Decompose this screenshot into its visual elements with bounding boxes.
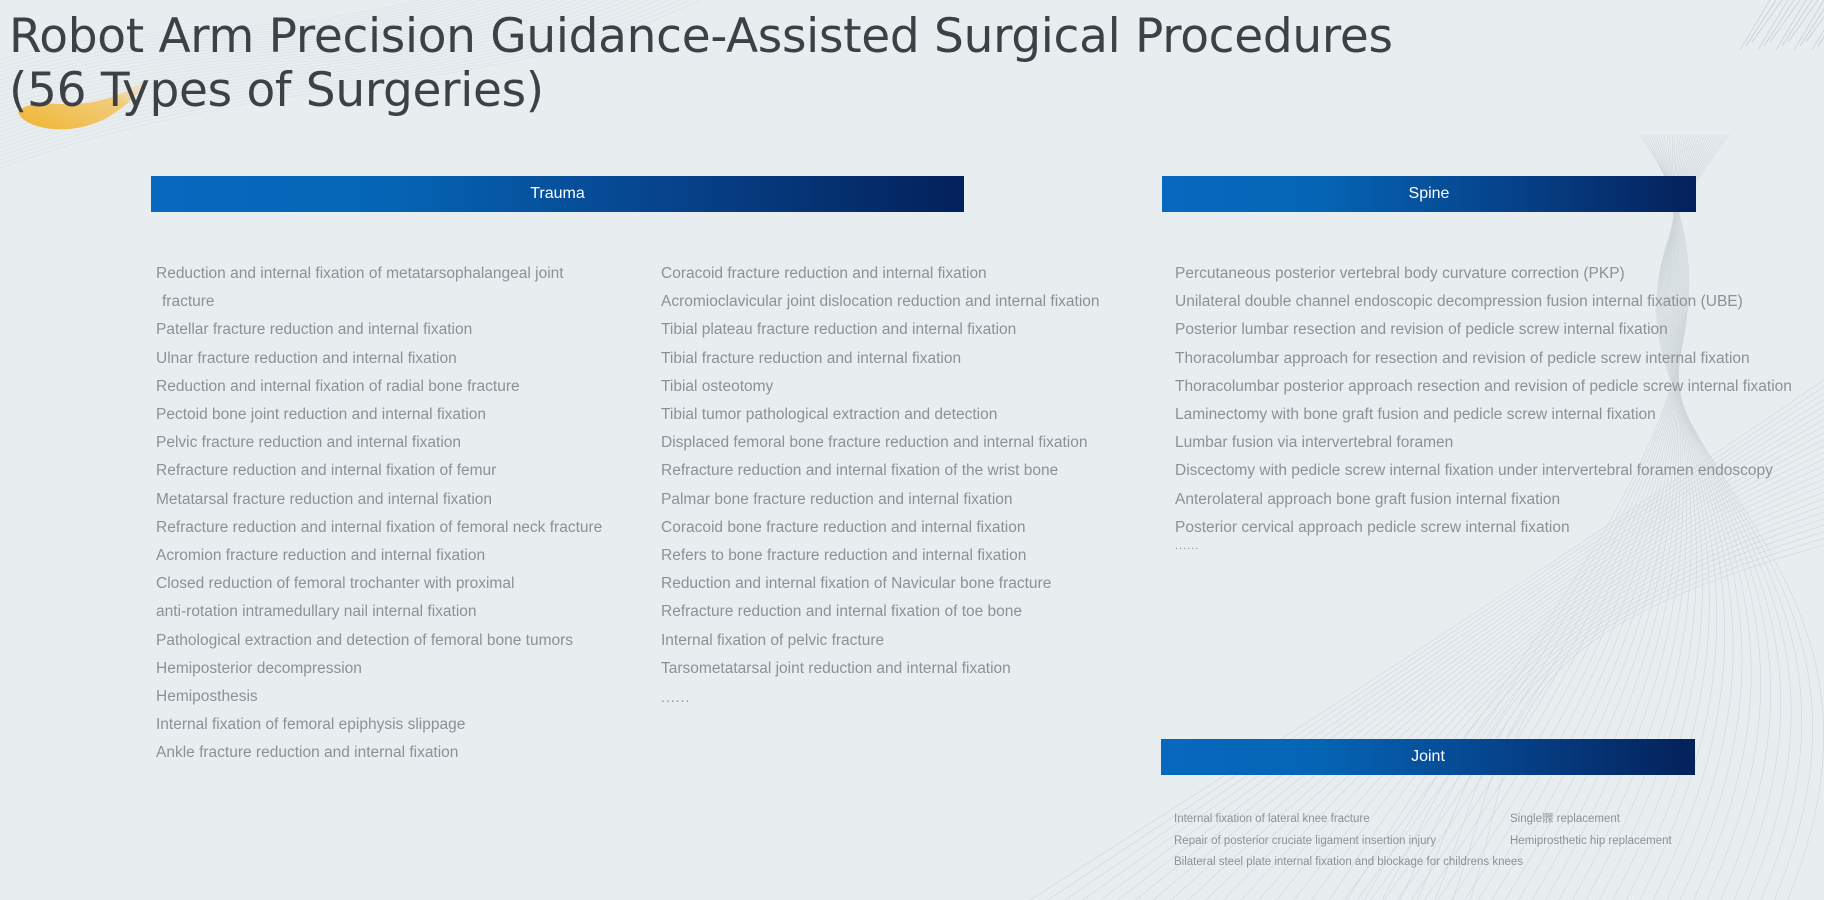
list-item: Acromioclavicular joint dislocation reduction and internal fixation [661, 293, 1100, 311]
list-item: Posterior cervical approach pedicle screw internal fixation [1175, 518, 1570, 536]
list-item: Internal fixation of femoral epiphysis slippage [156, 716, 466, 734]
list-item: Reduction and internal fixation of Navicular bone fracture [661, 575, 1052, 593]
trauma-list-column-1 [156, 260, 602, 768]
list-item: Internal fixation of pelvic fracture [661, 631, 885, 649]
list-item: Repair of posterior cruciate ligament insertion injury [1174, 834, 1437, 847]
joint-banner-label: Joint [1411, 748, 1445, 765]
joint-list-column-1 [1174, 809, 1523, 874]
trauma-more-ellipsis: ...... [661, 689, 691, 705]
list-item: Coracoid bone fracture reduction and internal fixation [661, 518, 1026, 536]
trauma-list-column-2 [661, 260, 1100, 683]
list-item: Pectoid bone joint reduction and internal fixation [156, 406, 487, 424]
list-item: Thoracolumbar approach for resection and revision of pedicle screw internal fixation [1175, 349, 1750, 367]
list-item: Displaced femoral bone fracture reduction and internal fixation [661, 434, 1088, 452]
list-item: Pathological extraction and detection of femoral bone tumors [156, 631, 574, 649]
list-item: Tibial fracture reduction and internal fixation [661, 349, 962, 367]
list-item: Metatarsal fracture reduction and internal fixation [156, 490, 493, 508]
list-item: Ankle fracture reduction and internal fixation [156, 744, 459, 762]
list-item: Tibial tumor pathological extraction and detection [661, 406, 998, 424]
spine-list [1175, 260, 1792, 542]
joint-list-column-2 [1510, 809, 1672, 852]
list-item: Anterolateral approach bone graft fusion internal fixation [1175, 490, 1561, 508]
page-title: Robot Arm Precision Guidance-Assisted Surgical Procedures (56 Types of Surgeries) [9, 9, 1393, 118]
list-item: Hemiposterior decompression [156, 659, 362, 677]
list-item: Internal fixation of lateral knee fracture [1174, 813, 1370, 825]
spine-more-ellipsis: ...... [1175, 540, 1200, 552]
list-item: Palmar bone fracture reduction and internal fixation [661, 490, 1013, 508]
list-item: Reduction and internal fixation of metatarsophalangeal joint [156, 265, 564, 282]
spine-banner-label: Spine [1408, 185, 1450, 202]
list-item: Refracture reduction and internal fixation of toe bone [661, 603, 1023, 621]
list-item: Refers to bone fracture reduction and internal fixation [661, 547, 1027, 565]
trauma-banner-label: Trauma [530, 185, 585, 202]
spine-banner [1162, 176, 1696, 212]
list-item: Thoracolumbar posterior approach resection and revision of pedicle screw internal fixation [1175, 377, 1792, 395]
list-item: Pelvic fracture reduction and internal fixation [156, 434, 461, 452]
list-item: Refracture reduction and internal fixation of femoral neck fracture [156, 518, 603, 536]
list-item: Bilateral steel plate internal fixation and blockage for childrens knees [1174, 856, 1524, 868]
list-item: Tibial plateau fracture reduction and internal fixation [661, 321, 1017, 339]
list-item: anti-rotation intramedullary nail internal fixation [156, 603, 477, 621]
list-item: Refracture reduction and internal fixation of the wrist bone [661, 462, 1059, 480]
list-item: Lumbar fusion via intervertebral foramen [1175, 434, 1454, 452]
list-item: Posterior lumbar resection and revision of pedicle screw internal fixation [1175, 321, 1668, 339]
list-item: Reduction and internal fixation of radial bone fracture [156, 377, 520, 395]
list-item: fracture [162, 293, 215, 311]
list-item: Hemiprosthetic hip replacement [1510, 834, 1672, 847]
trauma-banner [151, 176, 964, 212]
list-item: Discectomy with pedicle screw internal fixation under intervertebral foramen endoscopy [1175, 462, 1773, 480]
list-item: Hemiposthesis [156, 688, 258, 706]
list-item: Laminectomy with bone graft fusion and pedicle screw internal fixation [1175, 406, 1656, 424]
list-item: Patellar fracture reduction and internal fixation [156, 321, 473, 339]
list-item: Closed reduction of femoral trochanter with proximal [156, 575, 515, 593]
list-item: Ulnar fracture reduction and internal fixation [156, 349, 457, 367]
joint-banner [1161, 739, 1695, 775]
list-item: Coracoid fracture reduction and internal fixation [661, 265, 987, 282]
list-item: Tarsometatarsal joint reduction and internal fixation [661, 659, 1011, 677]
list-item: Refracture reduction and internal fixation of femur [156, 462, 497, 480]
list-item: Acromion fracture reduction and internal fixation [156, 547, 486, 565]
list-item: Percutaneous posterior vertebral body curvature correction (PKP) [1175, 265, 1625, 282]
list-item: Unilateral double channel endoscopic decompression fusion internal fixation (UBE) [1175, 293, 1743, 311]
list-item: Single髁 replacement [1510, 813, 1620, 825]
list-item: Tibial osteotomy [661, 377, 774, 395]
